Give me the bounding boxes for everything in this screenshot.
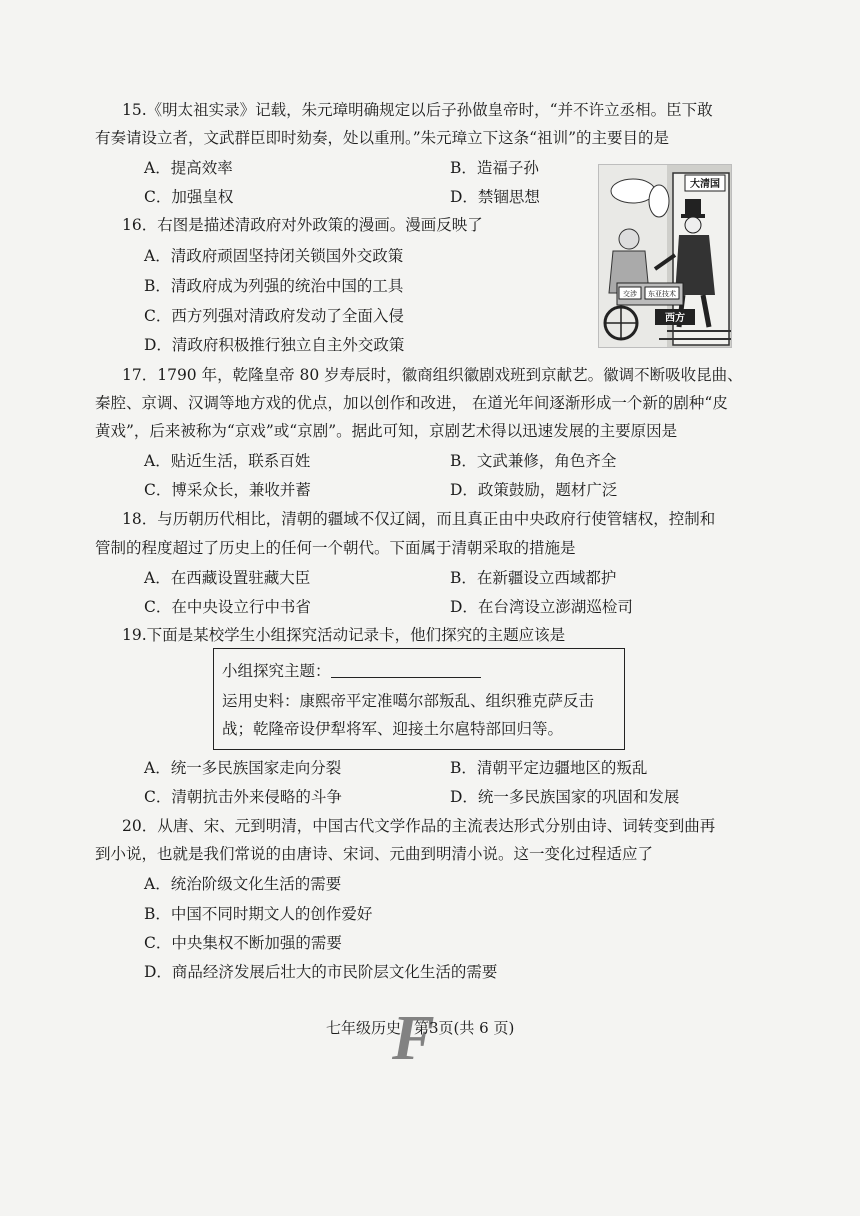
q17-option-b: B．文武兼修，角色齐全 [450,452,617,470]
q15-stem-line1: 15.《明太祖实录》记载，朱元璋明确规定以后子孙做皇帝时，“并不许立丞相。臣下敢 [122,101,713,119]
q18-option-b: B．在新疆设立西域都护 [450,569,617,587]
cartoon-label-2: 东亚技术 [648,290,676,298]
version-watermark: F [392,1002,435,1073]
q15-option-a: A．提高效率 [144,159,233,177]
q17-option-d: D．政策鼓励，题材广泛 [450,481,618,499]
q20-option-c: C．中央集权不断加强的需要 [144,934,342,952]
cartoon-sign-text: 大清国 [690,179,720,190]
q15-option-d: D．禁锢思想 [450,188,540,206]
q15-option-b: B．造福子孙 [450,159,539,177]
q18-option-a: A．在西藏设置驻藏大臣 [144,569,311,587]
cartoon-drawing [599,165,731,347]
cartoon-cart-label: 西方 [665,313,685,324]
q17-stem-line2: 秦腔、京调、汉调等地方戏的优点，加以创作和改进， 在道光年间逐渐形成一个新的剧种“皮 [95,394,728,412]
cartoon-label-1: 交涉 [623,290,637,298]
q19-option-c: C．清朝抗击外来侵略的斗争 [144,788,342,806]
q15-option-c: C．加强皇权 [144,188,234,206]
q18-option-d: D．在台湾设立澎湖巡检司 [450,598,633,616]
q19-stem: 19.下面是某校学生小组探究活动记录卡，他们探究的主题应该是 [122,626,566,644]
q15-stem-line2: 有奏请设立者，文武群臣即时劾奏，处以重刑。”朱元璋立下这条“祖训”的主要目的是 [95,129,670,147]
footer-page-number: 第3页(共 6 页) [414,1019,515,1037]
q16-option-b: B．清政府成为列强的统治中国的工具 [144,277,404,295]
q19-option-d: D．统一多民族国家的巩固和发展 [450,788,680,806]
q20-option-b: B．中国不同时期文人的创作爱好 [144,905,373,923]
q19-option-b: B．清朝平定边疆地区的叛乱 [450,759,648,777]
q17-option-a: A．贴近生活，联系百姓 [144,452,311,470]
q20-stem-line1: 20．从唐、宋、元到明清，中国古代文学作品的主流表达形式分别由诗、词转变到曲再 [122,817,716,835]
q19-card-topic [222,661,481,681]
q19-option-a: A．统一多民族国家走向分裂 [144,759,342,777]
q20-option-d: D．商品经济发展后壮大的市民阶层文化生活的需要 [144,963,498,981]
q18-option-c: C．在中央设立行中书省 [144,598,311,616]
q19-record-card [213,648,625,750]
q19-card-topic-label: 小组探究主题： [222,662,331,680]
q17-option-c: C．博采众长，兼收并蓄 [144,481,311,499]
q20-option-a: A．统治阶级文化生活的需要 [144,875,342,893]
q17-stem-line3: 黄戏”，后来被称为“京戏”或“京剧”。据此可知，京剧艺术得以迅速发展的主要原因是 [95,422,678,440]
q19-card-line2: 运用史料：康熙帝平定准噶尔部叛乱、组织雅克萨反击 [222,692,595,710]
q20-stem-line2: 到小说，也就是我们常说的由唐诗、宋词、元曲到明清小说。这一变化过程适应了 [95,845,654,863]
q19-topic-blank [331,662,481,678]
q19-card-line3: 战；乾隆帝设伊犁将军、迎接土尔扈特部回归等。 [222,720,564,738]
q17-stem-line1: 17．1790 年，乾隆皇帝 80 岁寿辰时，徽商组织徽剧戏班到京献艺。徽调不断吸收昆曲、 [122,366,743,384]
footer-subject: 七年级历史 [326,1019,402,1037]
q16-option-a: A．清政府顽固坚持闭关锁国外交政策 [144,247,404,265]
q16-option-d: D．清政府积极推行独立自主外交政策 [144,336,405,354]
cartoon-image [598,164,732,348]
q16-stem: 16．右图是描述清政府对外政策的漫画。漫画反映了 [122,216,483,234]
q16-option-c: C．西方列强对清政府发动了全面入侵 [144,307,404,325]
q18-stem-line2: 管制的程度超过了历史上的任何一个朝代。下面属于清朝采取的措施是 [95,539,576,557]
q18-stem-line1: 18．与历朝历代相比，清朝的疆域不仅辽阔，而且真正由中央政府行使管辖权，控制和 [122,510,716,528]
